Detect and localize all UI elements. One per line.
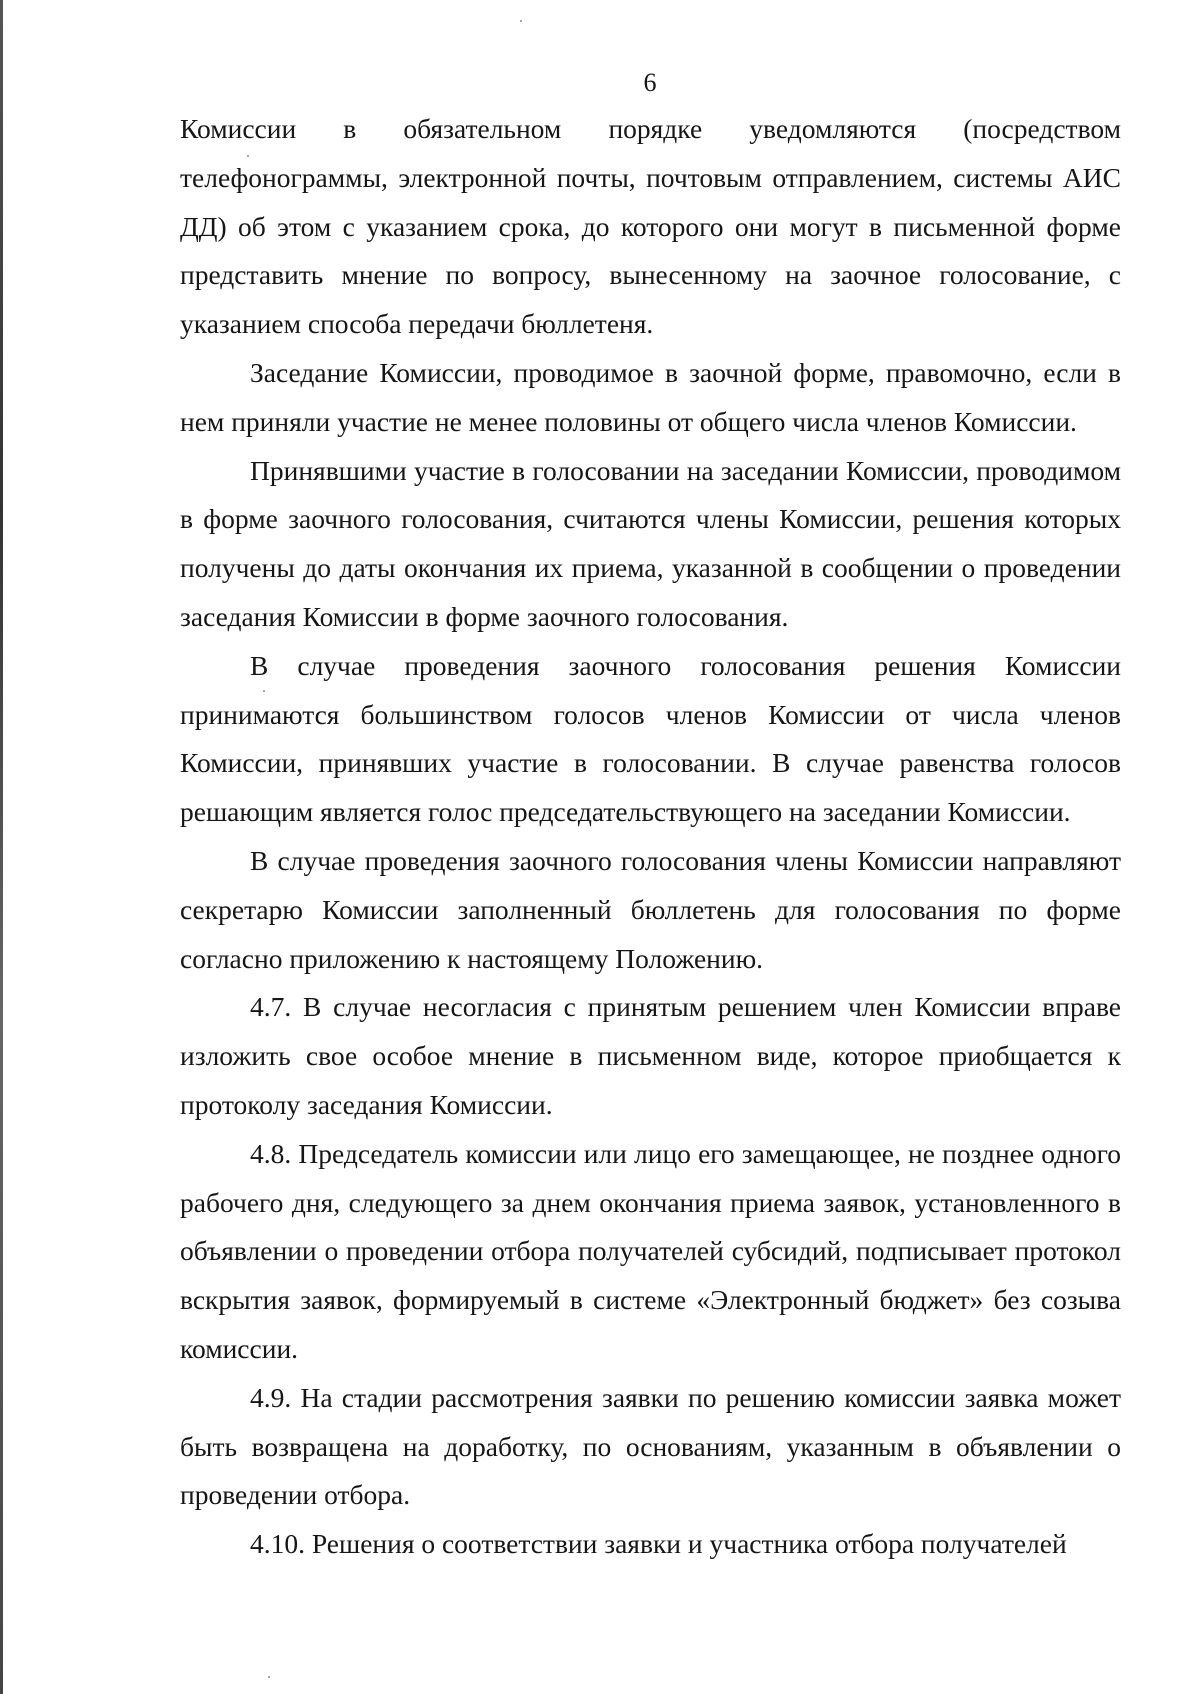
paragraph-4-10: 4.10. Решения о соответствии заявки и участника отбора получателей bbox=[250, 1528, 1067, 1560]
paragraph-4-9: 4.9. На стадии рассмотрения заявки по решению комиссии заявка может быть возвращена на доработку, по основаниям, указанным в объявлении о проведении отбора. bbox=[180, 1381, 1121, 1511]
paragraph-4-8: 4.8. Председатель комиссии или лицо его замещающее, не позднее одного рабочего дня, следующего за днем окончания приема заявок, установленного в объявлении о проведении отбора получателей субсидий, подписывает протокол вскрытия заявок, формируемый в системе «Электронный бюджет» без созыва комиссии. bbox=[180, 1137, 1121, 1364]
scan-left-edge bbox=[0, 0, 3, 1694]
paragraph-participants: Принявшими участие в голосовании на заседании Комиссии, проводимом в форме заочного голосования, считаются члены Комиссии, решения которых получены до даты окончания их приема, указанной в сообщении о проведении заседания Комиссии в форме заочного голосования. bbox=[180, 454, 1121, 632]
paragraph-majority-vote: В случае проведения заочного голосования решения Комиссии принимаются большинством голосов членов Комиссии от числа членов Комиссии, принявших участие в голосовании. В случае равенства голосов решающим является голос председательствующего на заседании Комиссии. bbox=[180, 649, 1121, 828]
paragraph-ballot: В случае проведения заочного голосования члены Комиссии направляют секретарю Комиссии заполненный бюллетень для голосования по форме согласно приложению к настоящему Положению. bbox=[180, 844, 1121, 974]
scan-speck bbox=[268, 1676, 270, 1678]
page-number: 6 bbox=[643, 68, 657, 97]
document-body bbox=[180, 105, 1121, 1569]
paragraph-quorum: Заседание Комиссии, проводимое в заочной форме, правомочно, если в нем приняли участие не менее половины от общего числа членов Комиссии. bbox=[180, 356, 1121, 437]
paragraph-continuation: Комиссии в обязательном порядке уведомляются (посредством телефонограммы, электронной почты, почтовым отправлением, системы АИС ДД) об этом с указанием срока, до которого они могут в письменной форме представить мнение по вопросу, вынесенному на заочное голосование, с указанием способа передачи бюллетеня. bbox=[180, 113, 1121, 340]
scan-speck bbox=[520, 20, 522, 22]
paragraph-4-7: 4.7. В случае несогласия с принятым решением член Комиссии вправе изложить свое особое мнение в письменном виде, которое приобщается к протоколу заседания Комиссии. bbox=[180, 991, 1121, 1120]
